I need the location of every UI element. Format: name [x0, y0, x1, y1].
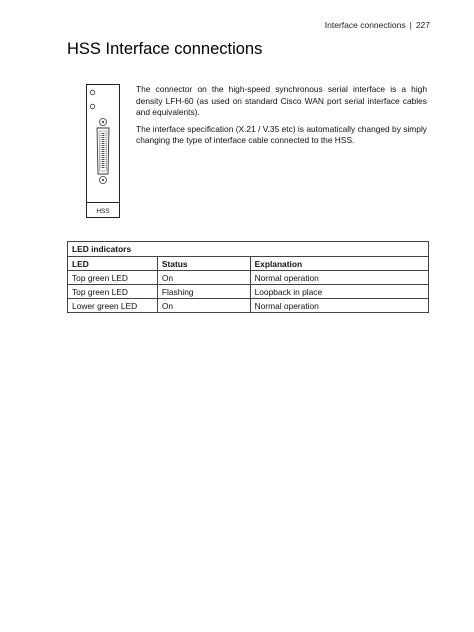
cell-explanation: Normal operation: [250, 299, 428, 313]
hss-panel-figure: [86, 84, 120, 218]
cell-status: On: [157, 299, 250, 313]
header-separator: |: [409, 20, 412, 30]
cell-led: Top green LED: [68, 271, 158, 285]
led-indicators-table: [67, 241, 429, 313]
table-header-row: [68, 257, 429, 271]
cell-status: Flashing: [157, 285, 250, 299]
table-row: [68, 271, 429, 285]
header-section-title: Interface connections: [324, 20, 406, 30]
panel-label: HSS: [96, 208, 110, 215]
table-row: [68, 285, 429, 299]
cell-led: Lower green LED: [68, 299, 158, 313]
table-caption: LED indicators: [68, 242, 429, 257]
column-header-explanation: Explanation: [250, 257, 428, 271]
page-title: HSS Interface connections: [67, 40, 263, 58]
intro-paragraph: The interface specification (X.21 / V.35 etc) is automatically changed by simply changing the type of interface cable connected to the HSS.: [136, 123, 427, 146]
table-row: [68, 299, 429, 313]
connector-bottom-screw-hole: [102, 179, 104, 181]
header-page-number: 227: [415, 20, 430, 30]
cell-explanation: Loopback in place: [250, 285, 428, 299]
cell-led: Top green LED: [68, 285, 158, 299]
column-header-status: Status: [157, 257, 250, 271]
cell-explanation: Normal operation: [250, 271, 428, 285]
intro-paragraph: The connector on the high-speed synchronous serial interface is a high density LFH-60 (as used on standard Cisco WAN port serial interface cables and equivalents).: [136, 84, 427, 118]
cell-status: On: [157, 271, 250, 285]
running-header: [325, 20, 430, 30]
intro-text: [136, 84, 427, 152]
column-header-led: LED: [68, 257, 158, 271]
connector-top-screw-hole: [102, 121, 104, 123]
table-caption-row: [68, 242, 429, 257]
